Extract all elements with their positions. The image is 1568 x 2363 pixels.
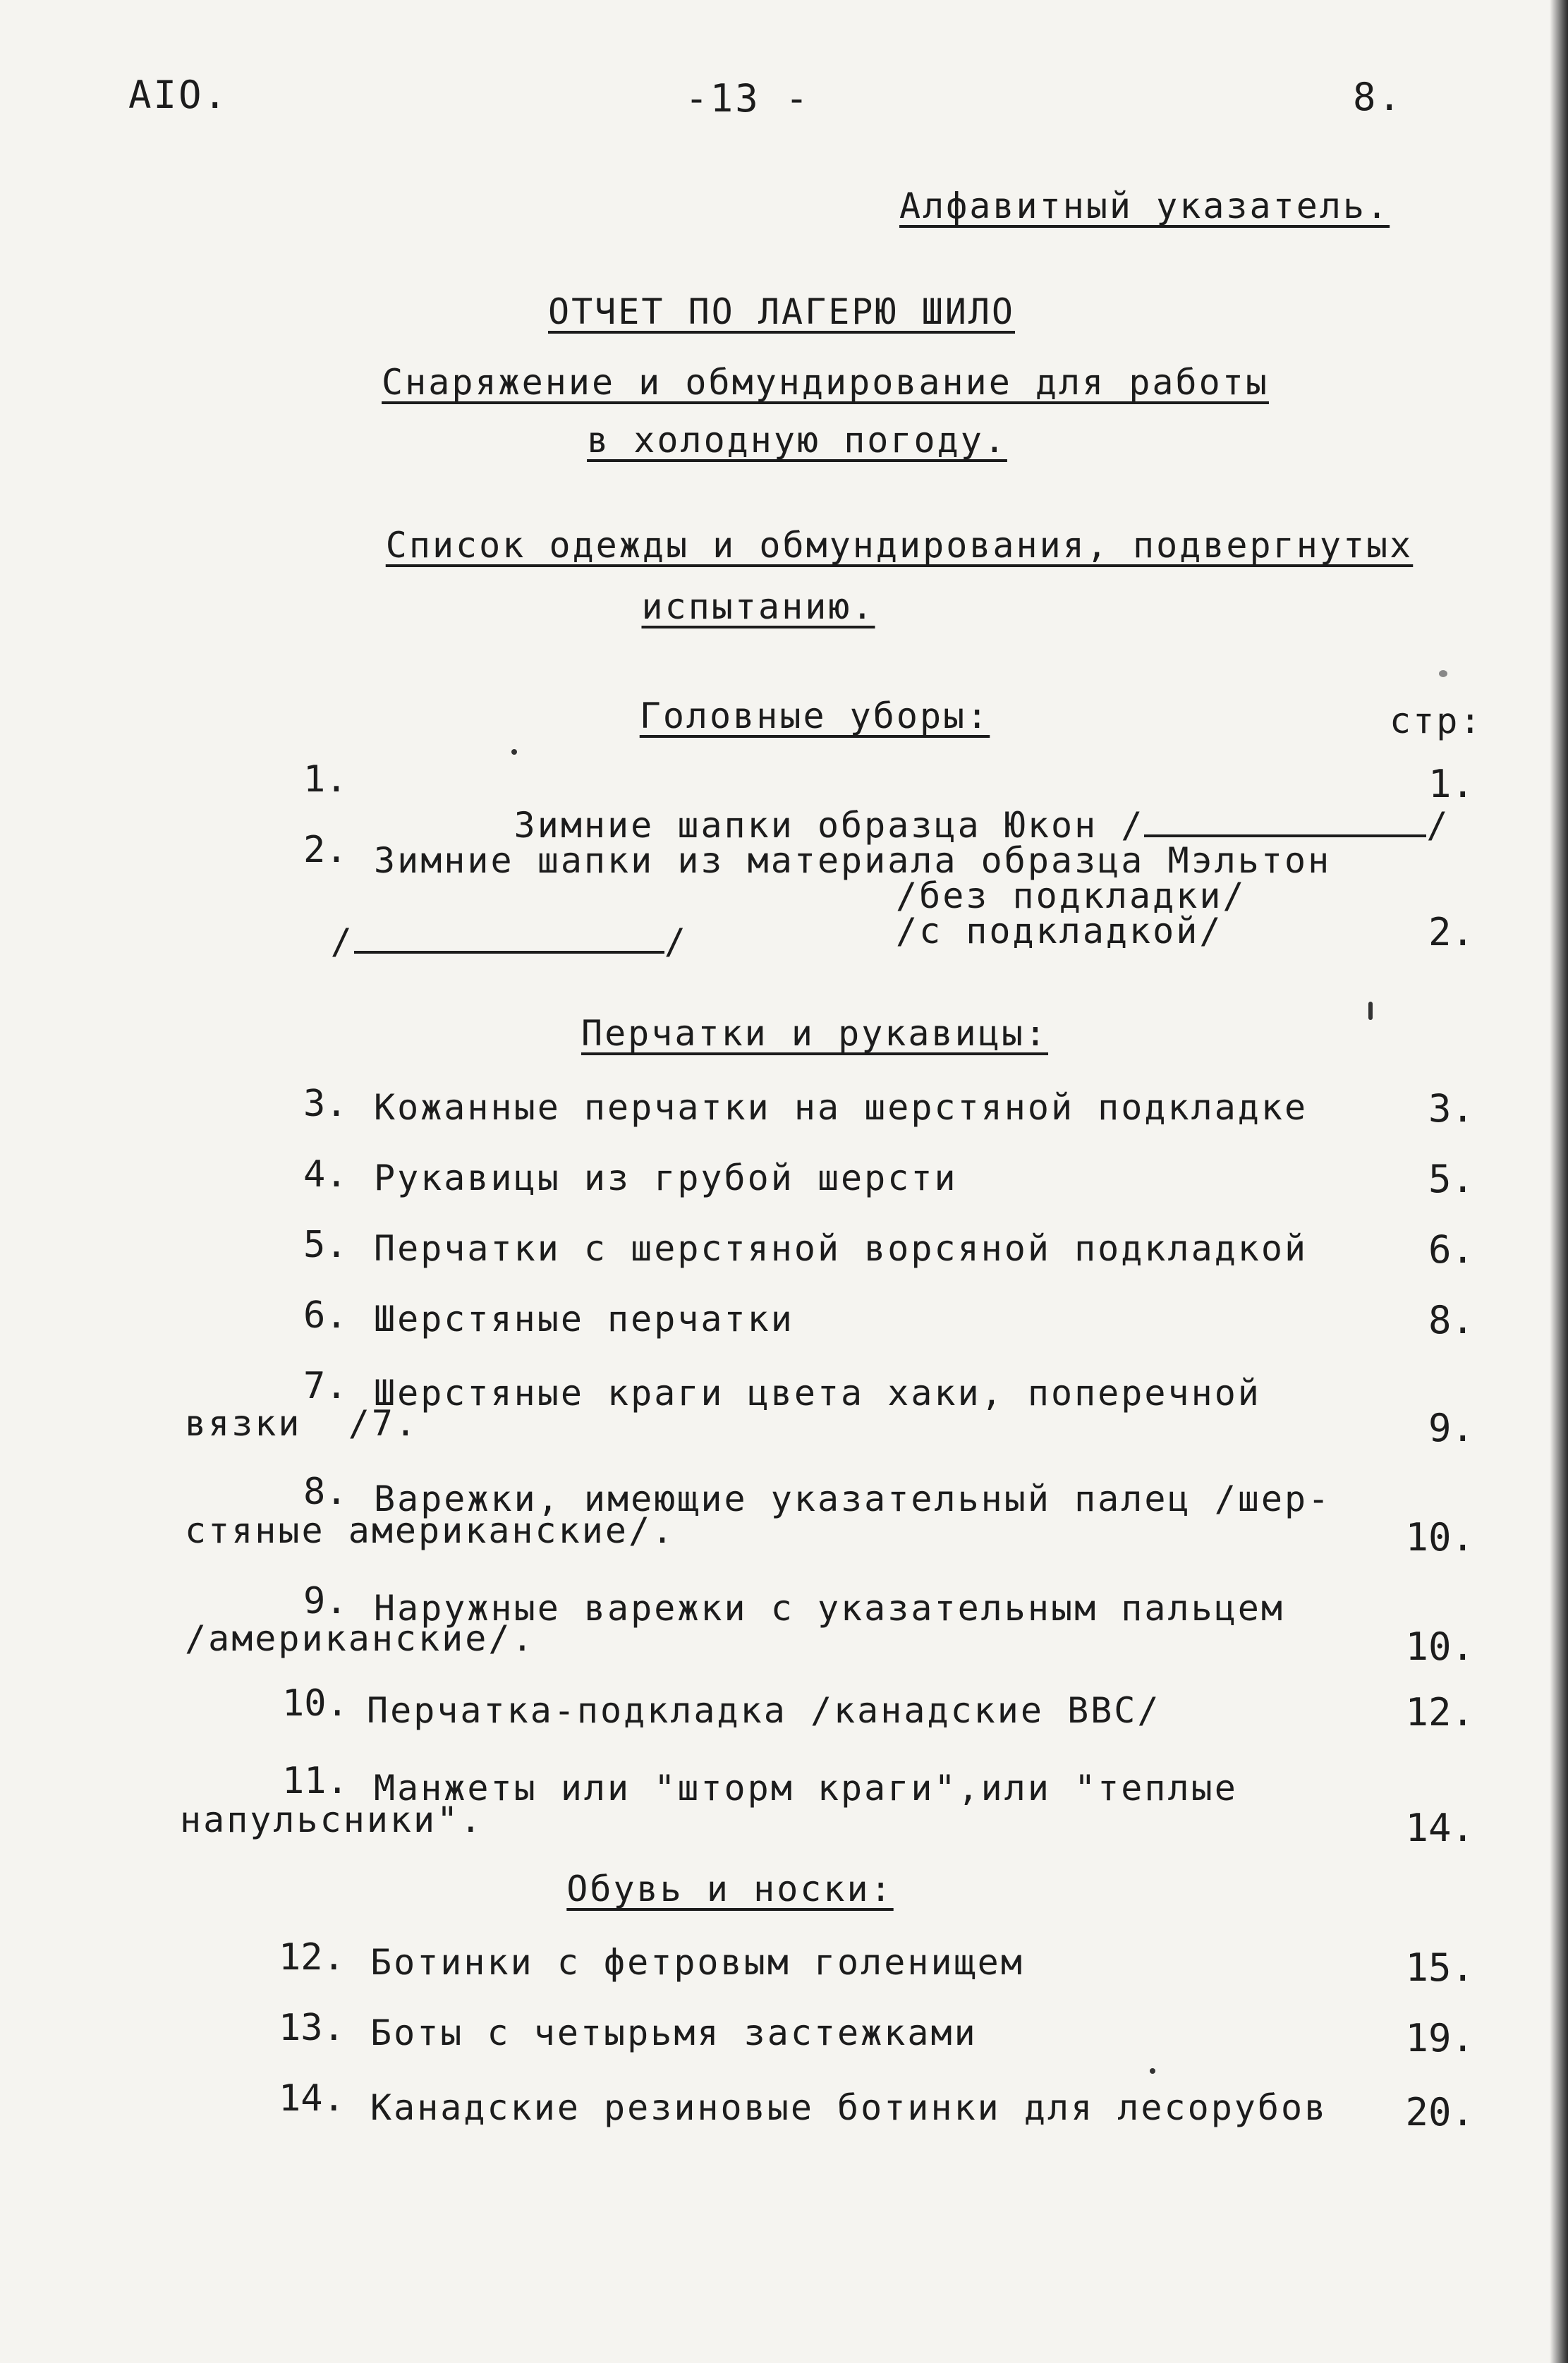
item-text: Зимние шапки из материала образца Мэльтон: [374, 840, 1332, 881]
item-number: 2.: [303, 829, 348, 871]
item-text: Манжеты или "шторм краги",или "теплые: [374, 1768, 1238, 1809]
item-subline-2: /с подкладкой/: [896, 911, 1223, 952]
ink-speck: [1368, 1002, 1373, 1020]
header-left-code: AIO.: [128, 73, 229, 117]
item-page: 3.: [1428, 1086, 1474, 1131]
header-right-number: 8.: [1353, 75, 1404, 119]
item-page: 20.: [1405, 2090, 1474, 2134]
page-column-label: стр:: [1390, 700, 1483, 741]
section-title-footwear: Обувь и носки:: [566, 1869, 894, 1909]
page-number-center: -13 -: [685, 76, 810, 121]
item-number: 4.: [303, 1153, 348, 1196]
item-page: 19.: [1405, 2016, 1474, 2060]
item-number: 9.: [303, 1580, 348, 1622]
item-page: 10.: [1405, 1515, 1474, 1560]
item-continuation: стяные американские/.: [185, 1510, 676, 1551]
item-continuation: вязки /7.: [185, 1403, 419, 1444]
item-number: 7.: [303, 1365, 348, 1407]
item-text: Канадские резиновые ботинки для лесорубов: [370, 2087, 1328, 2128]
item-page: 14.: [1405, 1806, 1474, 1850]
item-number: 3.: [303, 1083, 348, 1125]
item-number: 13.: [279, 2007, 345, 2049]
subtitle-line-1: Снаряжение и обмундирование для работы: [382, 362, 1269, 403]
item-text: Кожанные перчатки на шерстяной подкладке: [374, 1087, 1308, 1128]
item-page: 9.: [1428, 1406, 1474, 1450]
list-title-line-2: испытанию.: [641, 586, 875, 627]
section-title-gloves: Перчатки и рукавицы:: [581, 1013, 1049, 1054]
item-text: Варежки, имеющие указательный палец /шер-: [374, 1478, 1332, 1519]
item-page: 12.: [1405, 1690, 1474, 1735]
subtitle-line-2: в холодную погоду.: [587, 420, 1007, 461]
item-text: Наружные варежки с указательным пальцем: [374, 1588, 1284, 1629]
item-text: Шерстяные перчатки: [374, 1299, 794, 1340]
item-text: Боты с четырьмя застежками: [370, 2012, 978, 2053]
item-page: 8.: [1428, 1298, 1474, 1342]
item-number: 1.: [303, 758, 348, 801]
item-number: 14.: [279, 2077, 345, 2120]
list-title-line-1: Список одежды и обмундирования, подвергнутых: [385, 525, 1414, 566]
item-subline-1: /без подкладки/: [896, 875, 1246, 916]
item-text: Рукавицы из грубой шерсти: [374, 1158, 958, 1198]
item-number: 8.: [303, 1471, 348, 1513]
item-number: 12.: [279, 1936, 345, 1979]
item-text: Зимние шапки образца Юкон / /: [513, 805, 1450, 846]
item-continuation: /американские/.: [185, 1618, 535, 1659]
report-title: ОТЧЕТ ПО ЛАГЕРЮ ШИЛО: [547, 291, 1016, 332]
item-continuation: напульсники".: [180, 1799, 484, 1840]
item-page: 1.: [1428, 762, 1474, 806]
item-blank-line: / /: [330, 921, 688, 962]
item-text: Перчатки с шерстяной ворсяной подкладкой: [374, 1228, 1308, 1269]
item-number: 6.: [303, 1294, 348, 1337]
item-number: 10.: [282, 1682, 348, 1725]
ink-speck: [511, 749, 517, 755]
ink-speck: [1439, 670, 1447, 677]
item-page: 15.: [1405, 1945, 1474, 1990]
section-title-headwear: Головные уборы:: [639, 695, 990, 736]
item-page: 2.: [1428, 910, 1474, 954]
item-page: 5.: [1428, 1157, 1474, 1201]
item-number: 5.: [303, 1224, 348, 1266]
item-text: Ботинки с фетровым голенищем: [370, 1942, 1024, 1983]
item-page: 6.: [1428, 1227, 1474, 1272]
scan-edge-shadow: [1550, 0, 1568, 2363]
ink-speck: [1150, 2068, 1155, 2074]
item-text: Перчатка-подкладка /канадские ВВС/: [367, 1690, 1161, 1731]
index-title: Алфавитный указатель.: [899, 186, 1390, 226]
item-text: Шерстяные краги цвета хаки, поперечной: [374, 1373, 1261, 1414]
item-number: 11.: [282, 1760, 348, 1802]
item-page: 10.: [1405, 1624, 1474, 1669]
